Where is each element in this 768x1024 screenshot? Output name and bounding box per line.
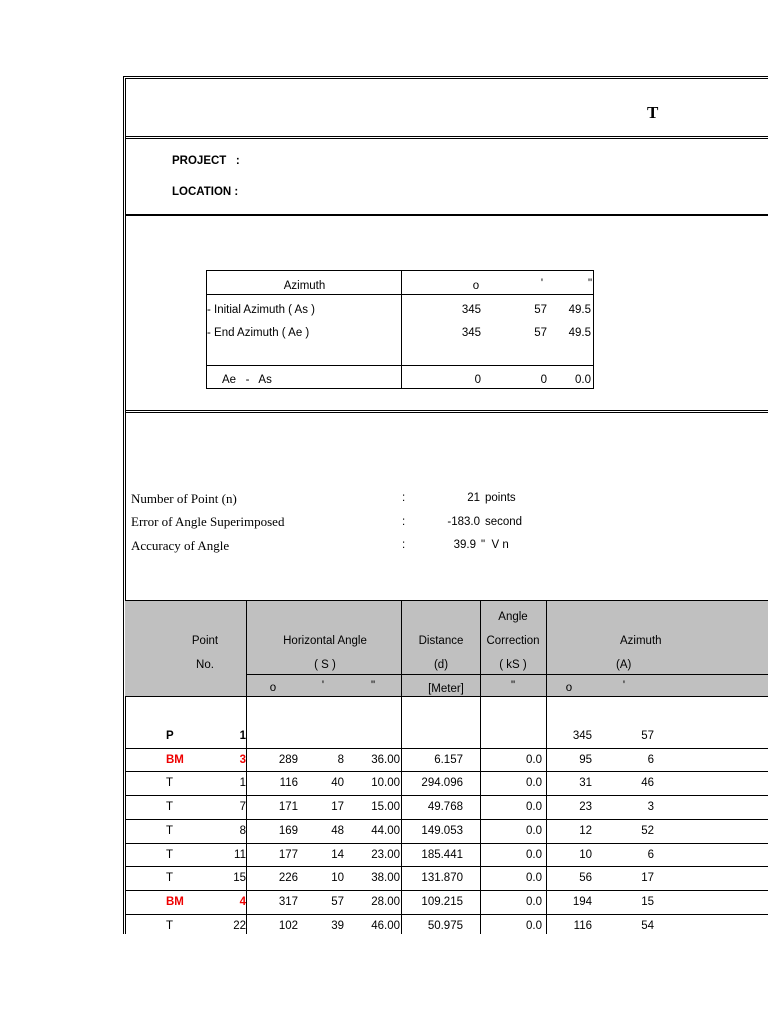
cell-az-min: 17 (641, 872, 654, 885)
point-number: 11 (234, 848, 246, 861)
end-azimuth-deg: 345 (461, 327, 481, 339)
cell-min: 17 (331, 801, 344, 814)
header-unit-line (246, 674, 768, 675)
point-number: 8 (239, 824, 246, 837)
col-horizontal-title: Horizontal Angle (283, 635, 367, 647)
col-point-subtitle: No. (196, 659, 214, 671)
cell-az-deg: 56 (579, 872, 592, 885)
cell-az-min: 3 (647, 801, 654, 814)
point-number: 22 (233, 919, 246, 932)
col-correction-title: Angle (498, 611, 528, 623)
initial-azimuth-sec: 49.5 (568, 304, 591, 316)
cell-az-deg: 345 (572, 730, 592, 742)
cell-corr: 0.0 (526, 777, 542, 790)
point-type: P (166, 730, 174, 742)
point-type: BM (166, 753, 184, 766)
azimuth-header-line (207, 294, 593, 295)
azimuth-box-divider (401, 271, 402, 388)
cell-dist: 50.975 (427, 919, 463, 932)
col-azimuth-deg: o (565, 682, 573, 694)
point-count-sep: : (402, 492, 406, 504)
col-horizontal-sec: " (370, 680, 376, 692)
cell-az-min: 6 (647, 753, 654, 766)
cell-dist: 49.768 (427, 801, 463, 814)
azimuth-diff-line (207, 365, 593, 366)
cell-deg: 177 (278, 848, 298, 861)
end-azimuth-label: - End Azimuth ( Ae ) (207, 327, 310, 339)
azimuth-diff-sec: 0.0 (575, 374, 591, 386)
cell-min: 57 (331, 895, 344, 908)
header-divider (401, 601, 402, 696)
cell-sec: 38.00 (371, 872, 400, 885)
point-number: 1 (239, 777, 246, 790)
point-number: 7 (239, 801, 246, 814)
angle-accuracy-label: Accuracy of Angle (131, 538, 230, 553)
initial-azimuth-min: 57 (534, 304, 547, 316)
cell-sec: 46.00 (371, 919, 400, 932)
report-title: T (647, 103, 659, 122)
traverse-table-header (125, 600, 768, 697)
col-correction-subtitle: ( kS ) (499, 659, 527, 671)
azimuth-diff-label: Ae - As (222, 374, 272, 386)
project-label: PROJECT : (172, 155, 240, 167)
cell-az-min: 52 (641, 824, 654, 837)
point-type: T (166, 777, 174, 790)
angle-error-label: Error of Angle Superimposed (131, 514, 285, 529)
cell-deg: 226 (278, 872, 298, 885)
cell-corr: 0.0 (526, 824, 542, 837)
cell-dist: 149.053 (421, 824, 463, 837)
header-divider (546, 601, 547, 696)
point-count-label: Number of Point (n) (131, 491, 237, 506)
cell-corr: 0.0 (526, 895, 542, 908)
cell-corr: 0.0 (526, 753, 542, 766)
header-divider (246, 601, 247, 696)
initial-azimuth-label: - Initial Azimuth ( As ) (207, 304, 316, 316)
point-type: T (166, 801, 174, 814)
angle-error-sep: : (402, 516, 406, 528)
cell-dist: 109.215 (421, 895, 463, 908)
azimuth-header-sec: " (587, 278, 593, 290)
point-type: T (166, 872, 174, 885)
point-number: 15 (233, 872, 246, 885)
cell-min: 10 (331, 872, 344, 885)
cell-min: 8 (337, 753, 344, 766)
project-divider (126, 214, 768, 216)
cell-min: 14 (331, 848, 344, 861)
angle-error-value: -183.0 (447, 516, 480, 528)
point-type: T (166, 824, 174, 837)
angle-accuracy-value: 39.9 (453, 539, 476, 551)
end-azimuth-min: 57 (534, 327, 547, 339)
azimuth-section-divider (126, 410, 768, 413)
azimuth-diff-deg: 0 (474, 374, 481, 386)
cell-az-deg: 194 (572, 895, 592, 908)
col-distance-title: Distance (418, 635, 464, 647)
cell-az-deg: 10 (579, 848, 592, 861)
azimuth-header-label: Azimuth (283, 280, 326, 292)
point-number: 3 (239, 753, 246, 766)
cell-deg: 169 (278, 824, 298, 837)
point-type: T (166, 919, 174, 932)
cell-sec: 15.00 (371, 801, 400, 814)
point-count-value: 21 (467, 492, 480, 504)
col-point-title: Point (191, 635, 219, 647)
cell-az-min: 46 (641, 777, 654, 790)
cell-sec: 44.00 (371, 824, 400, 837)
cell-deg: 289 (278, 753, 298, 766)
cell-corr: 0.0 (526, 801, 542, 814)
title-divider (126, 136, 768, 139)
cell-az-deg: 31 (579, 777, 592, 790)
col-horizontal-min: ' (321, 680, 325, 692)
point-number: 4 (239, 895, 246, 908)
cell-sec: 36.00 (371, 753, 400, 766)
col-distance-unit: [Meter] (428, 683, 464, 695)
col-correction-title2: Correction (486, 635, 540, 647)
cell-az-min: 15 (641, 895, 654, 908)
cell-corr: 0.0 (526, 919, 542, 932)
cell-min: 40 (331, 777, 344, 790)
point-type: T (166, 848, 174, 861)
col-correction-unit: " (510, 680, 516, 692)
cell-corr: 0.0 (526, 848, 542, 861)
point-count-unit: points (485, 492, 516, 504)
cell-dist: 294.096 (421, 777, 463, 790)
cell-deg: 102 (278, 919, 298, 932)
azimuth-summary-box (206, 270, 594, 389)
location-label: LOCATION : (172, 186, 239, 198)
cell-az-deg: 12 (579, 824, 592, 837)
cell-az-min: 6 (647, 848, 654, 861)
initial-azimuth-deg: 345 (461, 304, 481, 316)
cell-deg: 171 (278, 801, 298, 814)
cell-corr: 0.0 (526, 872, 542, 885)
cell-az-min: 57 (641, 730, 654, 742)
cell-min: 39 (331, 919, 344, 932)
point-type: BM (166, 895, 184, 908)
cell-deg: 116 (279, 777, 298, 790)
col-horizontal-subtitle: ( S ) (314, 659, 336, 671)
angle-accuracy-sep: : (402, 539, 406, 551)
col-horizontal-deg: o (269, 682, 277, 694)
angle-accuracy-unit: " V n (481, 539, 509, 551)
cell-deg: 317 (278, 895, 298, 908)
col-distance-subtitle: (d) (433, 659, 449, 671)
cell-az-deg: 116 (573, 919, 592, 932)
cell-dist: 185.441 (421, 848, 463, 861)
end-azimuth-sec: 49.5 (568, 327, 591, 339)
azimuth-header-min: ' (540, 278, 544, 290)
cell-sec: 10.00 (371, 777, 400, 790)
cell-az-deg: 95 (579, 753, 592, 766)
point-number: 1 (239, 730, 246, 742)
cell-sec: 23.00 (371, 848, 400, 861)
col-azimuth-title: Azimuth (620, 635, 662, 647)
azimuth-diff-min: 0 (540, 374, 547, 386)
cell-sec: 28.00 (371, 895, 400, 908)
azimuth-header-deg: o (472, 280, 480, 292)
cell-az-deg: 23 (579, 801, 592, 814)
header-divider (480, 601, 481, 696)
angle-error-unit: second (485, 516, 523, 528)
col-azimuth-subtitle: (A) (616, 659, 632, 671)
col-azimuth-min: ' (622, 680, 626, 692)
cell-az-min: 54 (641, 919, 654, 932)
cell-dist: 131.870 (421, 872, 463, 885)
cell-dist: 6.157 (434, 753, 463, 766)
cell-min: 48 (331, 824, 344, 837)
